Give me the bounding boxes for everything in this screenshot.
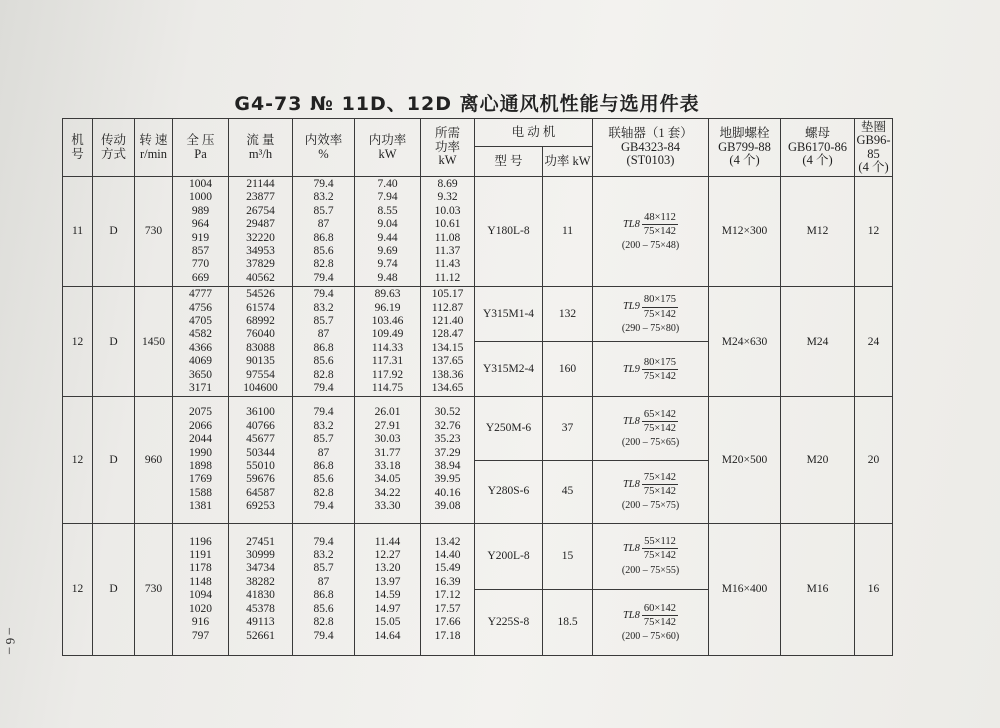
internal-power-cell-value: 27.91	[374, 419, 401, 432]
pressure-cell-value: 1094	[189, 589, 212, 602]
speed-cell: 730	[135, 177, 173, 287]
header-motor-model: 型 号	[475, 147, 543, 177]
flow-cell-value: 59676	[246, 473, 275, 486]
header-pressure: 全 压 Pa	[173, 119, 229, 177]
nut-cell: M12	[781, 177, 855, 287]
motor-model-cell: Y280S-6	[475, 460, 543, 523]
efficiency-cell-value: 85.6	[313, 355, 334, 368]
flow-cell-value: 23877	[246, 191, 275, 204]
pressure-cell-value: 1196	[189, 535, 212, 548]
required-power-cell-value: 17.18	[434, 629, 461, 642]
coupling-note: (200 – 75×55)	[621, 564, 680, 576]
motor-model-cell: Y180L-8	[475, 177, 543, 287]
internal-power-cell-value: 15.05	[374, 616, 401, 629]
coupling-numerator: 65×142	[642, 408, 678, 422]
pressure-cell-value: 4705	[189, 314, 212, 327]
internal-power-cell-value: 9.74	[377, 258, 398, 271]
coupling-spec	[622, 535, 679, 577]
coupling-cell	[593, 460, 709, 523]
efficiency-cell-value: 82.8	[313, 616, 334, 629]
machine-no-cell: 12	[63, 397, 93, 523]
coupling-type: TL8	[622, 543, 640, 555]
required-power-cell-value: 134.15	[431, 341, 464, 354]
internal-power-cell-value: 7.94	[377, 191, 398, 204]
efficiency-cell-value: 79.4	[313, 500, 334, 513]
coupling-cell	[593, 589, 709, 655]
coupling-cell	[593, 523, 709, 589]
flow-cell-value: 69253	[246, 500, 275, 513]
flow-cell-value: 64587	[246, 486, 275, 499]
required-power-cell-value: 13.42	[434, 535, 461, 548]
coupling-denominator: 75×142	[643, 225, 677, 237]
pressure-cell-value: 4777	[189, 288, 212, 301]
internal-power-cell-value: 8.55	[377, 204, 398, 217]
flow-cell-value: 45378	[246, 602, 275, 615]
pressure-cell-value: 797	[191, 629, 210, 642]
efficiency-cell-value: 83.2	[313, 549, 334, 562]
internal-power-cell-value: 114.75	[371, 382, 404, 395]
efficiency-cell-value: 87	[317, 218, 330, 231]
drive-cell: D	[93, 287, 135, 397]
flow-cell-value: 27451	[246, 535, 275, 548]
required-power-cell-value: 16.39	[434, 575, 461, 588]
coupling-type: TL9	[622, 301, 640, 313]
required-power-cell-value: 11.37	[434, 245, 461, 257]
table-row	[63, 287, 893, 342]
pressure-cell-value: 1769	[189, 473, 212, 486]
efficiency-cell-value: 79.4	[313, 629, 334, 642]
table-row	[63, 397, 893, 460]
motor-model-cell: Y200L-8	[475, 523, 543, 589]
pressure-cell-value: 1004	[189, 177, 212, 190]
internal-power-cell-value: 9.69	[377, 245, 398, 257]
anchor-bolt-cell: M16×400	[709, 523, 781, 655]
pressure-cell	[173, 397, 229, 523]
pressure-cell-value: 1990	[189, 446, 212, 459]
efficiency-cell-value: 83.2	[313, 301, 334, 314]
internal-power-cell-value: 109.49	[371, 328, 404, 341]
header-motor-power: 功率 kW	[543, 147, 593, 177]
pressure-cell-value: 916	[191, 616, 210, 629]
pressure-cell-value: 4582	[189, 328, 212, 341]
required-power-cell-value: 38.94	[434, 460, 461, 472]
coupling-spec	[623, 356, 678, 383]
internal-power-cell-value: 26.01	[374, 406, 401, 419]
coupling-denominator: 75×142	[643, 422, 677, 434]
machine-no-cell: 11	[63, 177, 93, 287]
coupling-type: TL8	[622, 218, 640, 230]
flow-cell-value: 90135	[246, 355, 275, 368]
table-body	[63, 177, 893, 656]
required-power-cell-value: 105.17	[431, 288, 464, 301]
header-flow: 流 量 m³/h	[229, 119, 293, 177]
internal-power-cell-value: 96.19	[374, 301, 401, 314]
required-power-cell-value: 35.23	[434, 433, 461, 446]
required-power-cell-value: 17.12	[434, 589, 461, 602]
pressure-cell-value: 770	[191, 258, 210, 271]
motor-power-cell: 132	[543, 287, 593, 342]
nut-cell: M24	[781, 287, 855, 397]
required-power-cell-value: 11.08	[434, 231, 461, 244]
coupling-cell	[593, 342, 709, 397]
required-power-cell-value: 11.43	[434, 258, 461, 271]
header-anchor-bolt: 地脚螺栓 GB799-88 (4 个)	[709, 119, 781, 177]
coupling-note: (200 – 75×60)	[621, 630, 680, 642]
header-required-power: 所需 功率 kW	[421, 119, 475, 177]
efficiency-cell-value: 86.8	[313, 589, 334, 602]
efficiency-cell-value: 85.7	[313, 433, 334, 446]
coupling-numerator: 80×175	[642, 356, 678, 370]
internal-power-cell	[355, 287, 421, 397]
efficiency-cell-value: 86.8	[313, 341, 334, 354]
required-power-cell-value: 138.36	[431, 368, 464, 381]
efficiency-cell-value: 79.4	[313, 271, 334, 284]
motor-model-cell: Y315M1-4	[475, 287, 543, 342]
efficiency-cell-value: 85.6	[313, 602, 334, 615]
internal-power-cell-value: 34.22	[374, 486, 401, 499]
speed-cell: 960	[135, 397, 173, 523]
flow-cell-value: 21144	[246, 177, 275, 190]
flow-cell-value: 55010	[246, 460, 275, 472]
efficiency-cell-value: 87	[317, 446, 330, 459]
internal-power-cell-value: 9.04	[377, 218, 398, 231]
coupling-numerator: 75×142	[642, 471, 678, 485]
header-efficiency: 内效率 %	[293, 119, 355, 177]
coupling-numerator: 60×142	[642, 602, 678, 616]
header-machine-no: 机 号	[63, 119, 93, 177]
flow-cell-value: 30999	[246, 549, 275, 562]
pressure-cell-value: 1191	[189, 549, 212, 562]
table-title: G4-73 № 11D、12D 离心通风机性能与选用件表	[234, 93, 700, 115]
coupling-note: (200 – 75×75)	[621, 499, 680, 511]
efficiency-cell-value: 85.6	[313, 473, 334, 486]
internal-power-cell-value: 13.97	[374, 575, 401, 588]
pressure-cell-value: 919	[191, 231, 210, 244]
pressure-cell-value: 2066	[189, 419, 212, 432]
motor-power-cell: 37	[543, 397, 593, 460]
pressure-cell	[173, 177, 229, 287]
pressure-cell-value: 4069	[189, 355, 212, 368]
required-power-cell-value: 10.61	[434, 218, 461, 231]
efficiency-cell-value: 82.8	[313, 258, 334, 271]
flow-cell-value: 54526	[246, 288, 275, 301]
header-washer: 垫圈 GB96-85 (4 个)	[855, 119, 893, 177]
pressure-cell-value: 1588	[189, 486, 212, 499]
pressure-cell	[173, 287, 229, 397]
motor-power-cell: 15	[543, 523, 593, 589]
coupling-spec	[622, 471, 679, 513]
pressure-cell-value: 2075	[189, 406, 212, 419]
pressure-cell-value: 964	[191, 218, 210, 231]
internal-power-cell-value: 11.44	[374, 535, 401, 548]
anchor-bolt-cell: M20×500	[709, 397, 781, 523]
pressure-cell	[173, 523, 229, 655]
efficiency-cell	[293, 177, 355, 287]
table-row	[63, 523, 893, 589]
required-power-cell-value: 32.76	[434, 419, 461, 432]
coupling-spec	[622, 293, 679, 335]
nut-cell: M20	[781, 397, 855, 523]
flow-cell-value: 32220	[246, 231, 275, 244]
internal-power-cell-value: 117.92	[371, 368, 404, 381]
efficiency-cell-value: 86.8	[313, 460, 334, 472]
drive-cell: D	[93, 397, 135, 523]
header-coupling: 联轴器（1 套） GB4323-84 (ST0103)	[593, 119, 709, 177]
pressure-cell-value: 1898	[189, 460, 212, 472]
required-power-cell-value: 37.29	[434, 446, 461, 459]
internal-power-cell-value: 12.27	[374, 549, 401, 562]
flow-cell-value: 45677	[246, 433, 275, 446]
efficiency-cell-value: 79.4	[313, 535, 334, 548]
internal-power-cell-value: 33.18	[374, 460, 401, 472]
coupling-note: (200 – 75×48)	[621, 239, 680, 251]
motor-model-cell: Y225S-8	[475, 589, 543, 655]
coupling-cell	[593, 177, 709, 287]
coupling-denominator: 75×142	[643, 485, 677, 497]
required-power-cell-value: 8.69	[437, 177, 458, 190]
required-power-cell	[421, 177, 475, 287]
table-row	[63, 177, 893, 287]
required-power-cell-value: 17.57	[434, 602, 461, 615]
internal-power-cell-value: 30.03	[374, 433, 401, 446]
efficiency-cell-value: 83.2	[313, 419, 334, 432]
coupling-numerator: 48×112	[642, 211, 678, 225]
flow-cell-value: 49113	[246, 616, 275, 629]
required-power-cell	[421, 397, 475, 523]
motor-power-cell: 11	[543, 177, 593, 287]
required-power-cell-value: 39.95	[434, 473, 461, 486]
required-power-cell-value: 39.08	[434, 500, 461, 513]
machine-no-cell: 12	[63, 287, 93, 397]
flow-cell-value: 61574	[246, 301, 275, 314]
motor-power-cell: 160	[543, 342, 593, 397]
required-power-cell-value: 134.65	[431, 382, 464, 395]
required-power-cell	[421, 287, 475, 397]
efficiency-cell-value: 85.7	[313, 204, 334, 217]
required-power-cell-value: 17.66	[434, 616, 461, 629]
internal-power-cell	[355, 177, 421, 287]
internal-power-cell-value: 13.20	[374, 562, 401, 575]
internal-power-cell-value: 14.97	[374, 602, 401, 615]
internal-power-cell-value: 117.31	[371, 355, 404, 368]
flow-cell-value: 41830	[246, 589, 275, 602]
drive-cell: D	[93, 523, 135, 655]
required-power-cell	[421, 523, 475, 655]
efficiency-cell-value: 79.4	[313, 288, 334, 301]
internal-power-cell-value: 103.46	[371, 314, 404, 327]
motor-power-cell: 18.5	[543, 589, 593, 655]
flow-cell-value: 104600	[243, 382, 278, 395]
flow-cell	[229, 523, 293, 655]
pressure-cell-value: 1148	[189, 575, 212, 588]
speed-cell: 1450	[135, 287, 173, 397]
fan-performance-table	[62, 118, 893, 656]
coupling-note: (290 – 75×80)	[621, 322, 680, 334]
header-motor: 电 动 机	[475, 119, 593, 147]
internal-power-cell	[355, 397, 421, 523]
internal-power-cell-value: 89.63	[374, 288, 401, 301]
coupling-type: TL8	[622, 609, 640, 621]
speed-cell: 730	[135, 523, 173, 655]
internal-power-cell-value: 114.33	[371, 341, 404, 354]
anchor-bolt-cell: M24×630	[709, 287, 781, 397]
anchor-bolt-cell: M12×300	[709, 177, 781, 287]
coupling-denominator: 75×142	[643, 616, 677, 628]
flow-cell-value: 76040	[246, 328, 275, 341]
efficiency-cell-value: 82.8	[313, 368, 334, 381]
required-power-cell-value: 9.32	[437, 191, 458, 204]
drive-cell: D	[93, 177, 135, 287]
motor-model-cell: Y250M-6	[475, 397, 543, 460]
coupling-type: TL9	[622, 363, 640, 375]
motor-model-cell: Y315M2-4	[475, 342, 543, 397]
internal-power-cell-value: 14.64	[374, 629, 401, 642]
flow-cell	[229, 287, 293, 397]
coupling-denominator: 75×142	[643, 370, 677, 382]
pressure-cell-value: 2044	[189, 433, 212, 446]
required-power-cell-value: 15.49	[434, 562, 461, 575]
coupling-spec	[622, 408, 679, 450]
flow-cell-value: 38282	[246, 575, 275, 588]
coupling-type: TL8	[622, 415, 640, 427]
flow-cell-value: 29487	[246, 218, 275, 231]
internal-power-cell-value: 14.59	[374, 589, 401, 602]
internal-power-cell-value: 33.30	[374, 500, 401, 513]
flow-cell-value: 68992	[246, 314, 275, 327]
coupling-denominator: 75×142	[643, 308, 677, 320]
efficiency-cell	[293, 287, 355, 397]
flow-cell-value: 52661	[246, 629, 275, 642]
flow-cell-value: 83088	[246, 341, 275, 354]
coupling-numerator: 80×175	[642, 293, 678, 307]
pressure-cell-value: 4756	[189, 301, 212, 314]
coupling-numerator: 55×112	[642, 535, 678, 549]
required-power-cell-value: 11.12	[434, 271, 461, 284]
flow-cell-value: 36100	[246, 406, 275, 419]
efficiency-cell	[293, 523, 355, 655]
efficiency-cell-value: 86.8	[313, 231, 334, 244]
internal-power-cell-value: 31.77	[374, 446, 401, 459]
flow-cell-value: 97554	[246, 368, 275, 381]
pressure-cell-value: 857	[191, 245, 210, 257]
motor-power-cell: 45	[543, 460, 593, 523]
header-internal-power: 内功率 kW	[355, 119, 421, 177]
required-power-cell-value: 10.03	[434, 204, 461, 217]
flow-cell-value: 37829	[246, 258, 275, 271]
coupling-spec	[622, 602, 679, 644]
efficiency-cell-value: 79.4	[313, 406, 334, 419]
pressure-cell-value: 3650	[189, 368, 212, 381]
header-speed: 转 速 r/min	[135, 119, 173, 177]
washer-cell: 20	[855, 397, 893, 523]
washer-cell: 24	[855, 287, 893, 397]
flow-cell-value: 40766	[246, 419, 275, 432]
pressure-cell-value: 1000	[189, 191, 212, 204]
efficiency-cell-value: 87	[317, 575, 330, 588]
efficiency-cell-value: 85.6	[313, 245, 334, 257]
flow-cell	[229, 397, 293, 523]
page-number: – 6 –	[3, 628, 18, 654]
washer-cell: 12	[855, 177, 893, 287]
internal-power-cell-value: 34.05	[374, 473, 401, 486]
required-power-cell-value: 112.87	[431, 301, 464, 314]
efficiency-cell-value: 79.4	[313, 382, 334, 395]
required-power-cell-value: 30.52	[434, 406, 461, 419]
coupling-denominator: 75×142	[643, 550, 677, 562]
efficiency-cell-value: 85.7	[313, 314, 334, 327]
required-power-cell-value: 128.47	[431, 328, 464, 341]
coupling-cell	[593, 287, 709, 342]
flow-cell-value: 40562	[246, 271, 275, 284]
efficiency-cell-value: 79.4	[313, 177, 334, 190]
pressure-cell-value: 3171	[189, 382, 212, 395]
required-power-cell-value: 14.40	[434, 549, 461, 562]
efficiency-cell-value: 87	[317, 328, 330, 341]
internal-power-cell-value: 9.48	[377, 271, 398, 284]
coupling-type: TL8	[622, 478, 640, 490]
pressure-cell-value: 989	[191, 204, 210, 217]
flow-cell-value: 50344	[246, 446, 275, 459]
internal-power-cell-value: 9.44	[377, 231, 398, 244]
required-power-cell-value: 137.65	[431, 355, 464, 368]
pressure-cell-value: 4366	[189, 341, 212, 354]
coupling-spec	[622, 211, 679, 253]
washer-cell: 16	[855, 523, 893, 655]
nut-cell: M16	[781, 523, 855, 655]
internal-power-cell-value: 7.40	[377, 177, 398, 190]
header-nut: 螺母 GB6170-86 (4 个)	[781, 119, 855, 177]
flow-cell	[229, 177, 293, 287]
coupling-cell	[593, 397, 709, 460]
flow-cell-value: 34734	[246, 562, 275, 575]
efficiency-cell	[293, 397, 355, 523]
flow-cell-value: 26754	[246, 204, 275, 217]
efficiency-cell-value: 82.8	[313, 486, 334, 499]
flow-cell-value: 34953	[246, 245, 275, 257]
required-power-cell-value: 40.16	[434, 486, 461, 499]
pressure-cell-value: 1381	[189, 500, 212, 513]
internal-power-cell	[355, 523, 421, 655]
coupling-note: (200 – 75×65)	[621, 436, 680, 448]
machine-no-cell: 12	[63, 523, 93, 655]
pressure-cell-value: 669	[191, 271, 210, 284]
pressure-cell-value: 1178	[189, 562, 212, 575]
pressure-cell-value: 1020	[189, 602, 212, 615]
required-power-cell-value: 121.40	[431, 314, 464, 327]
efficiency-cell-value: 85.7	[313, 562, 334, 575]
header-drive: 传动 方式	[93, 119, 135, 177]
efficiency-cell-value: 83.2	[313, 191, 334, 204]
